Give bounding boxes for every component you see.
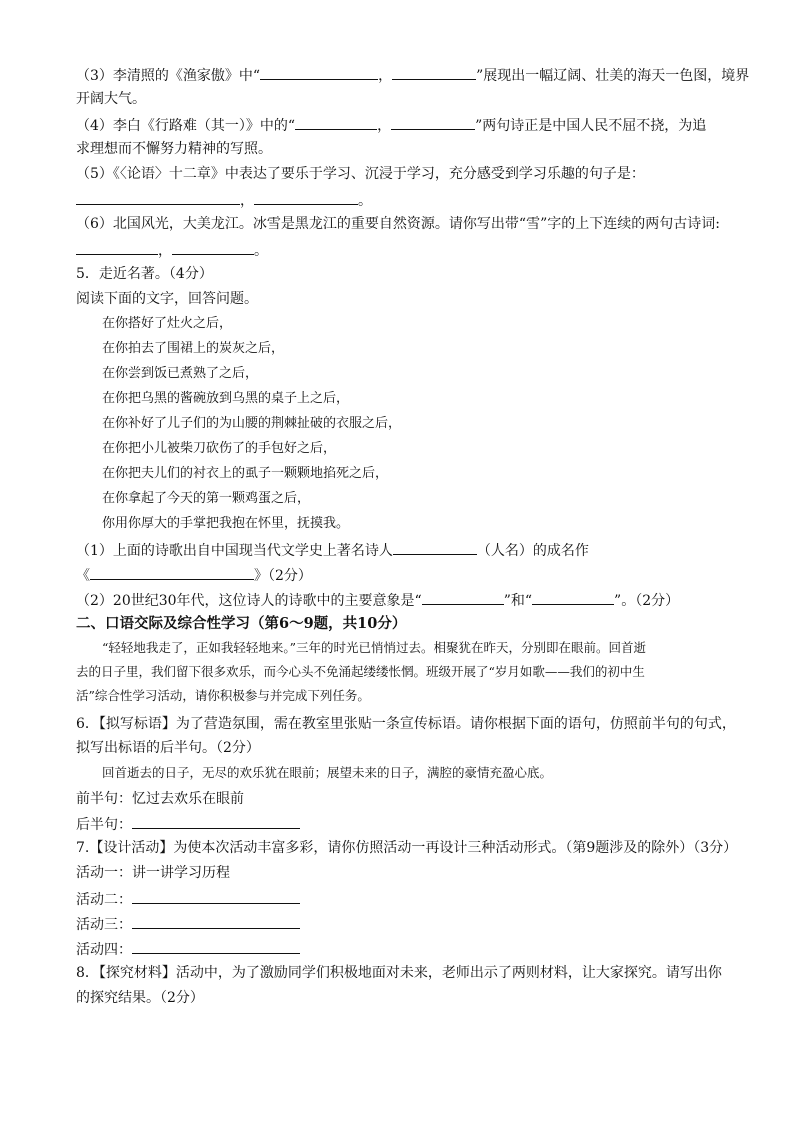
question-6-line-1: （6）北国风光，大美龙江。冰雪是黑龙江的重要自然资源。请你写出带“雪”字的上下连续的两句古诗词: — [76, 216, 720, 232]
slogan-quote: 回首逝去的日子，无尽的欢乐犹在眼前；展望未来的日子，满腔的豪情充盈心底。 — [102, 765, 553, 780]
section-2-title: 二、口语交际及综合性学习（第6～9题，共10分） — [76, 615, 407, 632]
question-8-line-2: 的探究结果。（2分） — [76, 990, 204, 1006]
poem-line: 在你把小儿被柴刀砍伤了的手包好之后， — [102, 441, 337, 456]
period: 。 — [358, 193, 372, 209]
comma: ， — [158, 243, 172, 259]
q5-part-2 — [76, 589, 679, 611]
question-4-text-a: （4）李白《行路难（其一）》中的“ — [76, 118, 296, 134]
book-title-blank[interactable] — [90, 564, 254, 580]
activity-3-label: 活动三： — [76, 917, 132, 933]
section-2-intro: 去的日子里，我们留下很多欢乐，而今心头不免涌起缕缕怅惘。班级开展了“岁月如歌——我们的初中生 — [76, 664, 645, 679]
question-6-slogan-line-2: 拟写出标语的后半句。（2分） — [76, 740, 260, 756]
question-5-heading: 5．走近名著。（4分） — [76, 266, 213, 282]
activity-answer-blank[interactable] — [132, 913, 300, 929]
reading-instruction: 阅读下面的文字，回答问题。 — [76, 291, 258, 307]
answer-blank[interactable] — [260, 64, 378, 80]
poem-line: 在你补好了儿子们的为山腰的荆棘扯破的衣服之后， — [102, 416, 402, 431]
comma: ， — [377, 118, 392, 134]
comma: ， — [378, 68, 393, 84]
answer-blank[interactable] — [76, 239, 158, 255]
answer-blank[interactable] — [254, 189, 358, 205]
question-3-text-b: ”展现出一幅辽阔、壮美的海天一色图，境界 — [476, 68, 750, 84]
activity-answer-blank[interactable] — [132, 888, 300, 904]
activity-1: 活动一：讲一讲学习历程 — [76, 865, 230, 881]
activity-2-label: 活动二： — [76, 892, 132, 908]
question-6-line-2 — [76, 239, 268, 261]
answer-blank[interactable] — [172, 239, 254, 255]
activity-answer-blank[interactable] — [132, 938, 300, 954]
q5-part-2-text-a: （2）20世纪30年代，这位诗人的诗歌中的主要意象是“ — [76, 593, 422, 609]
poem-line: 你用你厚大的手掌把我抱在怀里，抚摸我。 — [102, 516, 350, 531]
question-3-text-a: （3）李清照的《渔家傲》中“ — [76, 68, 261, 84]
poem-line: 在你把乌黑的酱碗放到乌黑的桌子上之后， — [102, 391, 350, 406]
q5-part-1-text-b: （人名）的成名作 — [476, 543, 589, 559]
question-4-line-1 — [76, 114, 706, 136]
q5-part-1-line-2 — [76, 564, 312, 586]
book-mark-close: 》（2分） — [254, 568, 312, 584]
question-8-line-1: 8．【探究材料】活动中，为了激励同学们积极地面对未来，老师出示了两则材料，让大家探究。请写出你 — [76, 965, 722, 981]
q5-part-1-text: （1）上面的诗歌出自中国现当代文学史上著名诗人 — [76, 543, 393, 559]
poem-line: 在你尝到饭已煮熟了之后， — [102, 366, 259, 381]
imagery-blank[interactable] — [422, 589, 504, 605]
period: 。 — [254, 243, 268, 259]
section-2-intro: 活”综合性学习活动，请你积极参与并完成下列任务。 — [76, 688, 370, 703]
answer-blank[interactable] — [392, 64, 476, 80]
slogan-back-label: 后半句： — [76, 817, 132, 833]
q5-part-2-text-c: ”。（2分） — [614, 593, 680, 609]
activity-4 — [76, 938, 300, 960]
question-5-line-1: （5）《〈论语〉十二章》中表达了要乐于学习、沉浸于学习，充分感受到学习乐趣的句子是： — [76, 166, 645, 182]
poet-name-blank[interactable] — [393, 539, 477, 555]
poem-line: 在你拍去了围裙上的炭灰之后， — [102, 341, 285, 356]
question-4-text-b: ”两句诗正是中国人民不屈不挠，为追 — [475, 118, 707, 134]
answer-blank[interactable] — [391, 114, 475, 130]
poem-line: 在你拿起了今天的第一颗鸡蛋之后， — [102, 491, 311, 506]
answer-blank[interactable] — [295, 114, 377, 130]
q5-part-2-text-b: ”和“ — [503, 593, 533, 609]
question-5-line-2 — [76, 189, 372, 211]
question-4-line-2: 求理想而不懈努力精神的写照。 — [76, 141, 272, 157]
book-mark-open: 《 — [76, 568, 90, 584]
q5-part-1-line-1 — [76, 539, 589, 561]
poem-line: 在你把夫儿们的衬衣上的虱子一颗颗地掐死之后， — [102, 466, 389, 481]
poem-line: 在你搭好了灶火之后， — [102, 316, 233, 331]
slogan-back-half — [76, 813, 300, 835]
activity-4-label: 活动四： — [76, 942, 132, 958]
slogan-front-half: 前半句：忆过去欢乐在眼前 — [76, 791, 244, 807]
answer-blank[interactable] — [76, 189, 240, 205]
question-3-line-1 — [76, 64, 749, 86]
activity-3 — [76, 913, 300, 935]
question-3-line-2: 开阔大气。 — [76, 91, 146, 107]
imagery-blank[interactable] — [532, 589, 614, 605]
section-2-intro: “轻轻地我走了，正如我轻轻地来。”三年的时光已悄悄过去。相聚犹在昨天，分别即在眼前。回首逝 — [102, 640, 647, 655]
activity-2 — [76, 888, 300, 910]
comma: ， — [240, 193, 254, 209]
question-6-slogan-line-1: 6．【拟写标语】为了营造氛围，需在教室里张贴一条宣传标语。请你根据下面的语句，仿照前半句的句式， — [76, 716, 736, 732]
question-7: 7.【设计活动】为使本次活动丰富多彩，请你仿照活动一再设计三种活动形式。（第9题涉及的除外）（3分） — [76, 840, 738, 856]
slogan-answer-blank[interactable] — [132, 813, 300, 829]
